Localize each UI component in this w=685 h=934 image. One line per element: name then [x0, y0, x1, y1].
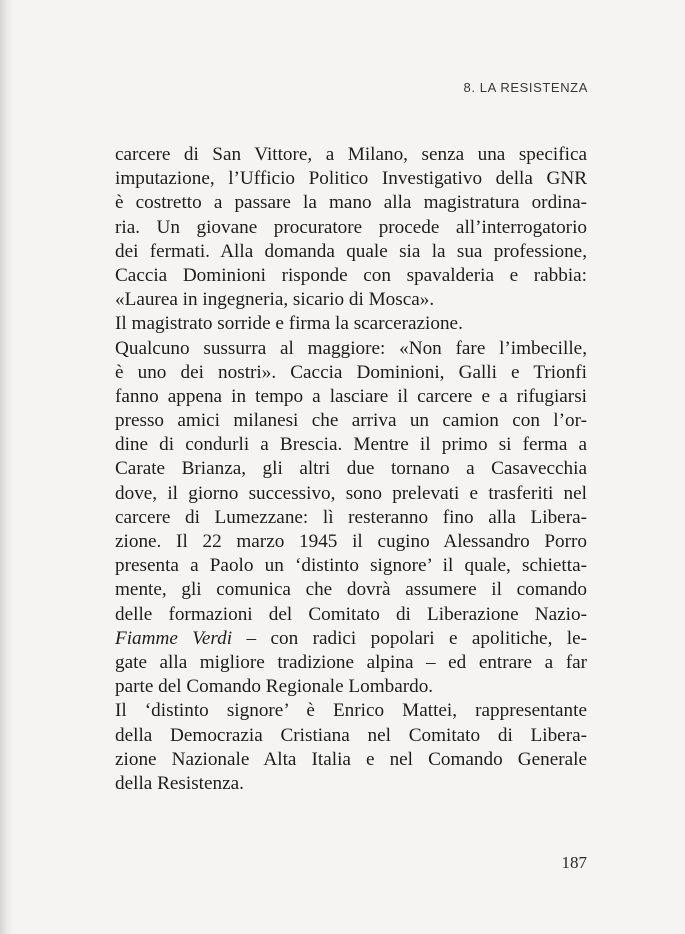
text-line: della Democrazia Cristiana nel Comitato di Libera- [115, 724, 587, 746]
text-line: mente, gli comunica che dovrà assumere il comando [115, 579, 587, 601]
text-line: parte del Comando Regionale Lombardo. [115, 676, 434, 698]
text-line: è costretto a passare la mano alla magistratura ordina- [115, 192, 587, 214]
text-line: carcere di Lumezzane: lì resteranno fino alla Libera- [115, 506, 587, 528]
text-line: zione. Il 22 marzo 1945 il cugino Alessandro Porro [115, 531, 587, 552]
text-line-with-italic [115, 627, 587, 651]
body-text [115, 143, 587, 796]
text-line: Caccia Dominioni risponde con spavalderia e rabbia: [115, 264, 587, 286]
text-line: della Resistenza. [115, 772, 244, 794]
book-gutter-shadow [0, 0, 14, 934]
italic-title: Fiamme Verdi [115, 627, 233, 649]
text-line: imputazione, l’Ufficio Politico Investigativo della GNR [115, 168, 587, 190]
running-header: 8. LA RESISTENZA [463, 80, 588, 95]
text-line-rest: – con radici popolari e apolitiche, le- [232, 627, 588, 649]
text-line: fanno appena in tempo a lasciare il carcere e a rifugiarsi [115, 385, 587, 407]
text-line: è uno dei nostri». Caccia Dominioni, Galli e Trionfi [115, 361, 587, 383]
text-line: dove, il giorno successivo, sono prelevati e trasferiti nel [115, 482, 587, 504]
text-line: presso amici milanesi che arriva un camion con l’or- [115, 410, 587, 432]
text-line: dei fermati. Alla domanda quale sia la sua professione, [115, 240, 587, 262]
text-line: «Laurea in ingegneria, sicario di Mosca». [115, 289, 435, 311]
text-line: Carate Brianza, gli altri due tornano a Casavecchia [115, 458, 587, 480]
text-line: gate alla migliore tradizione alpina – ed entrare a far [115, 651, 587, 673]
text-line: Qualcuno sussurra al maggiore: «Non fare l’imbecille, [115, 337, 587, 359]
text-line: presenta a Paolo un ‘distinto signore’ il quale, schietta- [115, 555, 587, 577]
text-line: ria. Un giovane procuratore procede all’interrogatorio [115, 216, 587, 238]
text-line: dine di condurli a Brescia. Mentre il primo si ferma a [115, 434, 587, 456]
text-line: zione Nazionale Alta Italia e nel Comando Generale [115, 748, 587, 770]
text-line: Il ‘distinto signore’ è Enrico Mattei, rappresentante [115, 700, 587, 722]
page-number: 187 [561, 853, 587, 872]
text-line: carcere di San Vittore, a Milano, senza una specifica [115, 144, 587, 165]
text-line: delle formazioni del Comitato di Liberazione Nazio- [115, 603, 587, 625]
text-line: Il magistrato sorride e firma la scarcerazione. [115, 313, 463, 335]
